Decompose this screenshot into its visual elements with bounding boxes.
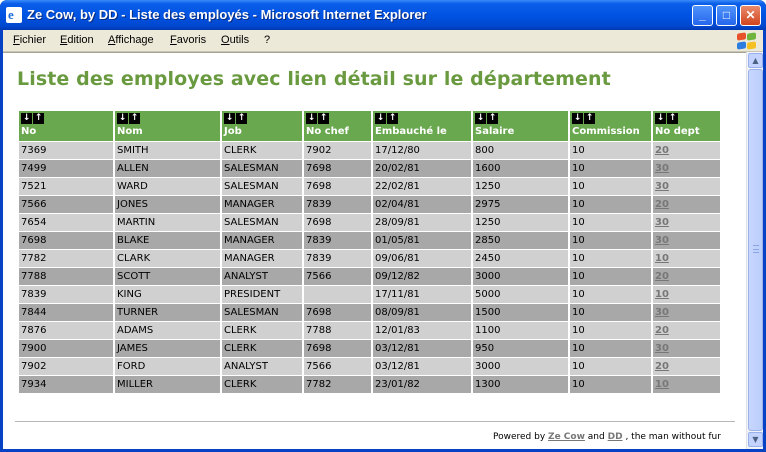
table-cell: ANALYST bbox=[222, 267, 302, 285]
sort-controls bbox=[21, 112, 111, 124]
table-cell: 10 bbox=[570, 303, 651, 321]
column-label: No dept bbox=[655, 126, 700, 137]
sort-desc-icon[interactable]: ↓ bbox=[118, 113, 127, 123]
table-cell: 10 bbox=[570, 141, 651, 159]
table-cell: 1100 bbox=[473, 321, 568, 339]
table-cell: TURNER bbox=[115, 303, 220, 321]
sort-asc-icon[interactable]: ↑ bbox=[319, 113, 328, 123]
column-header bbox=[473, 111, 568, 141]
table-cell: KING bbox=[115, 285, 220, 303]
table-cell: WARD bbox=[115, 177, 220, 195]
sort-controls bbox=[572, 112, 649, 124]
table-cell: SALESMAN bbox=[222, 159, 302, 177]
dept-link[interactable]: 30 bbox=[655, 307, 669, 318]
table-cell: 10 bbox=[570, 339, 651, 357]
table-row bbox=[19, 213, 720, 231]
table-cell: 10 bbox=[570, 231, 651, 249]
table-cell bbox=[653, 231, 720, 249]
table-cell: 3000 bbox=[473, 267, 568, 285]
table-cell: 22/02/81 bbox=[373, 177, 471, 195]
dept-link[interactable]: 20 bbox=[655, 361, 669, 372]
table-cell: 7566 bbox=[19, 195, 113, 213]
column-header bbox=[304, 111, 371, 141]
column-header bbox=[653, 111, 720, 141]
table-cell: BLAKE bbox=[115, 231, 220, 249]
table-cell: 7902 bbox=[19, 357, 113, 375]
table-cell: SALESMAN bbox=[222, 303, 302, 321]
footer-prefix: Powered by bbox=[493, 432, 546, 442]
table-row bbox=[19, 231, 720, 249]
table-cell: MANAGER bbox=[222, 195, 302, 213]
sort-controls bbox=[224, 112, 300, 124]
table-cell bbox=[653, 303, 720, 321]
title-bar[interactable] bbox=[0, 0, 766, 30]
close-button[interactable]: ✕ bbox=[740, 5, 761, 26]
table-cell: ALLEN bbox=[115, 159, 220, 177]
table-cell: 7839 bbox=[304, 231, 371, 249]
sort-controls bbox=[655, 112, 718, 124]
table-cell bbox=[653, 339, 720, 357]
table-cell: 1600 bbox=[473, 159, 568, 177]
table-cell bbox=[653, 357, 720, 375]
table-cell: CLERK bbox=[222, 375, 302, 393]
table-cell: 10 bbox=[570, 177, 651, 195]
window-title: Ze Cow, by DD - Liste des employés - Microsoft Internet Explorer bbox=[27, 7, 427, 22]
footer-middle: and bbox=[587, 432, 605, 442]
table-cell: 2850 bbox=[473, 231, 568, 249]
table-cell: 7900 bbox=[19, 339, 113, 357]
table-cell: 7499 bbox=[19, 159, 113, 177]
maximize-button[interactable]: □ bbox=[716, 5, 737, 26]
table-body bbox=[19, 141, 720, 393]
table-cell: PRESIDENT bbox=[222, 285, 302, 303]
scrollbar-thumb[interactable] bbox=[748, 69, 763, 431]
table-cell bbox=[653, 213, 720, 231]
table-row bbox=[19, 267, 720, 285]
table-cell bbox=[653, 375, 720, 393]
sort-desc-icon[interactable]: ↓ bbox=[656, 113, 665, 123]
table-cell: 7566 bbox=[304, 357, 371, 375]
dept-link[interactable]: 20 bbox=[655, 325, 669, 336]
menu-favoris[interactable]: Favoris bbox=[170, 34, 207, 46]
table-cell: 10 bbox=[570, 195, 651, 213]
table-row bbox=[19, 303, 720, 321]
column-label: No chef bbox=[306, 126, 349, 137]
sort-asc-icon[interactable]: ↑ bbox=[130, 113, 139, 123]
grip-icon bbox=[753, 245, 759, 253]
table-cell: 09/12/82 bbox=[373, 267, 471, 285]
table-cell bbox=[653, 159, 720, 177]
table-cell: FORD bbox=[115, 357, 220, 375]
dept-link[interactable]: 30 bbox=[655, 343, 669, 354]
table-cell: 7698 bbox=[19, 231, 113, 249]
menu-fichier[interactable]: Fichier bbox=[13, 34, 47, 46]
sort-controls bbox=[117, 112, 218, 124]
table-cell bbox=[653, 195, 720, 213]
menu-help[interactable]: ? bbox=[264, 34, 271, 46]
column-label: Salaire bbox=[475, 126, 515, 137]
footer-link-dd[interactable]: DD bbox=[607, 432, 623, 442]
page-title: Liste des employes avec lien détail sur le département bbox=[17, 68, 611, 90]
table-cell: SMITH bbox=[115, 141, 220, 159]
vertical-scrollbar[interactable] bbox=[746, 52, 763, 449]
page-viewport bbox=[3, 52, 746, 449]
column-header bbox=[19, 111, 113, 141]
sort-desc-icon[interactable]: ↓ bbox=[476, 113, 485, 123]
table-cell: CLERK bbox=[222, 339, 302, 357]
sort-desc-icon[interactable]: ↓ bbox=[573, 113, 582, 123]
footer-link-zecow[interactable]: Ze Cow bbox=[548, 432, 585, 442]
table-row bbox=[19, 141, 720, 159]
table-cell: 10 bbox=[570, 285, 651, 303]
table-cell: 08/09/81 bbox=[373, 303, 471, 321]
sort-controls bbox=[375, 112, 469, 124]
table-cell: JAMES bbox=[115, 339, 220, 357]
sort-desc-icon[interactable]: ↓ bbox=[307, 113, 316, 123]
footer-suffix: , the man without fur bbox=[625, 432, 721, 442]
employee-table bbox=[17, 111, 722, 393]
dept-link[interactable]: 30 bbox=[655, 163, 669, 174]
table-cell: 7839 bbox=[304, 195, 371, 213]
table-cell: 7698 bbox=[304, 159, 371, 177]
menu-bar bbox=[3, 30, 763, 52]
menu-affichage[interactable]: Affichage bbox=[108, 34, 154, 46]
footer-divider bbox=[15, 421, 735, 422]
sort-desc-icon[interactable]: ↓ bbox=[376, 113, 385, 123]
table-cell: CLERK bbox=[222, 141, 302, 159]
dept-link[interactable]: 30 bbox=[655, 181, 669, 192]
column-label: Job bbox=[224, 126, 242, 137]
table-cell bbox=[653, 249, 720, 267]
table-cell: 950 bbox=[473, 339, 568, 357]
table-cell: 28/09/81 bbox=[373, 213, 471, 231]
table-cell: SALESMAN bbox=[222, 213, 302, 231]
table-cell: 5000 bbox=[473, 285, 568, 303]
table-cell: MILLER bbox=[115, 375, 220, 393]
table-cell: MANAGER bbox=[222, 231, 302, 249]
table-cell: 10 bbox=[570, 321, 651, 339]
table-cell: 7698 bbox=[304, 303, 371, 321]
table-cell: 01/05/81 bbox=[373, 231, 471, 249]
table-cell: 7782 bbox=[19, 249, 113, 267]
table-cell: 7369 bbox=[19, 141, 113, 159]
table-cell: 1250 bbox=[473, 177, 568, 195]
table-cell: SALESMAN bbox=[222, 177, 302, 195]
table-cell bbox=[653, 141, 720, 159]
table-cell: 17/11/81 bbox=[373, 285, 471, 303]
table-cell: 7782 bbox=[304, 375, 371, 393]
column-label: Embauché le bbox=[375, 126, 447, 137]
table-cell: 7844 bbox=[19, 303, 113, 321]
dept-link[interactable]: 20 bbox=[655, 199, 669, 210]
dept-link[interactable]: 10 bbox=[655, 253, 669, 264]
table-cell: MARTIN bbox=[115, 213, 220, 231]
table-row bbox=[19, 159, 720, 177]
table-cell: 10 bbox=[570, 159, 651, 177]
table-cell: 03/12/81 bbox=[373, 357, 471, 375]
table-cell: SCOTT bbox=[115, 267, 220, 285]
sort-desc-icon[interactable]: ↓ bbox=[22, 113, 31, 123]
table-row bbox=[19, 177, 720, 195]
table-row bbox=[19, 375, 720, 393]
table-cell: 1250 bbox=[473, 213, 568, 231]
table-cell: 10 bbox=[570, 267, 651, 285]
table-cell: 7521 bbox=[19, 177, 113, 195]
table-cell bbox=[653, 285, 720, 303]
table-cell: 7839 bbox=[304, 249, 371, 267]
table-row bbox=[19, 339, 720, 357]
table-cell: 7876 bbox=[19, 321, 113, 339]
dept-link[interactable]: 20 bbox=[655, 271, 669, 282]
dept-link[interactable]: 30 bbox=[655, 235, 669, 246]
table-cell: 20/02/81 bbox=[373, 159, 471, 177]
table-cell: 1300 bbox=[473, 375, 568, 393]
dept-link[interactable]: 30 bbox=[655, 217, 669, 228]
table-cell: 7698 bbox=[304, 213, 371, 231]
sort-asc-icon[interactable]: ↑ bbox=[488, 113, 497, 123]
table-cell: 7654 bbox=[19, 213, 113, 231]
ie-page-icon: e bbox=[6, 7, 22, 23]
menu-edition[interactable]: Edition bbox=[60, 34, 94, 46]
dept-link[interactable]: 10 bbox=[655, 379, 669, 390]
table-cell: 02/04/81 bbox=[373, 195, 471, 213]
footer bbox=[493, 432, 721, 442]
table-cell: 7788 bbox=[304, 321, 371, 339]
table-cell: 7698 bbox=[304, 339, 371, 357]
table-header-row bbox=[19, 111, 720, 141]
sort-controls bbox=[475, 112, 566, 124]
table-row bbox=[19, 195, 720, 213]
table-cell bbox=[653, 321, 720, 339]
scroll-down-icon[interactable]: ▼ bbox=[748, 432, 763, 447]
table-cell: 1500 bbox=[473, 303, 568, 321]
table-cell: 7698 bbox=[304, 177, 371, 195]
table-cell: 800 bbox=[473, 141, 568, 159]
table-cell: 3000 bbox=[473, 357, 568, 375]
menu-outils[interactable]: Outils bbox=[221, 34, 250, 46]
sort-asc-icon[interactable]: ↑ bbox=[585, 113, 594, 123]
column-header bbox=[373, 111, 471, 141]
sort-asc-icon[interactable]: ↑ bbox=[668, 113, 677, 123]
table-cell: 7902 bbox=[304, 141, 371, 159]
table-cell: 2975 bbox=[473, 195, 568, 213]
table-cell: JONES bbox=[115, 195, 220, 213]
table-cell: CLERK bbox=[222, 321, 302, 339]
sort-desc-icon[interactable]: ↓ bbox=[225, 113, 234, 123]
table-cell: 7566 bbox=[304, 267, 371, 285]
table-cell: 10 bbox=[570, 357, 651, 375]
sort-controls bbox=[306, 112, 369, 124]
table-cell: 10 bbox=[570, 249, 651, 267]
column-header bbox=[570, 111, 651, 141]
table-cell: 2450 bbox=[473, 249, 568, 267]
sort-asc-icon[interactable]: ↑ bbox=[237, 113, 246, 123]
sort-asc-icon[interactable]: ↑ bbox=[34, 113, 43, 123]
table-cell bbox=[304, 285, 371, 303]
dept-link[interactable]: 20 bbox=[655, 145, 669, 156]
table-cell: ANALYST bbox=[222, 357, 302, 375]
table-cell: ADAMS bbox=[115, 321, 220, 339]
table-cell bbox=[653, 177, 720, 195]
table-cell: CLARK bbox=[115, 249, 220, 267]
column-label: No bbox=[21, 126, 37, 137]
table-row bbox=[19, 357, 720, 375]
column-header bbox=[222, 111, 302, 141]
windows-logo-icon bbox=[735, 32, 757, 50]
minimize-button[interactable]: _ bbox=[692, 5, 713, 26]
column-label: Nom bbox=[117, 126, 143, 137]
table-cell: 23/01/82 bbox=[373, 375, 471, 393]
table-cell: 7788 bbox=[19, 267, 113, 285]
scroll-up-icon[interactable]: ▲ bbox=[748, 53, 763, 68]
table-row bbox=[19, 249, 720, 267]
table-cell: 10 bbox=[570, 213, 651, 231]
table-cell: 17/12/80 bbox=[373, 141, 471, 159]
column-header bbox=[115, 111, 220, 141]
table-cell: 09/06/81 bbox=[373, 249, 471, 267]
table-row bbox=[19, 321, 720, 339]
sort-asc-icon[interactable]: ↑ bbox=[388, 113, 397, 123]
table-cell: 03/12/81 bbox=[373, 339, 471, 357]
table-cell bbox=[653, 267, 720, 285]
table-cell: 7839 bbox=[19, 285, 113, 303]
dept-link[interactable]: 10 bbox=[655, 289, 669, 300]
table-cell: 12/01/83 bbox=[373, 321, 471, 339]
table-row bbox=[19, 285, 720, 303]
table-cell: 10 bbox=[570, 375, 651, 393]
column-label: Commission bbox=[572, 126, 640, 137]
table-cell: MANAGER bbox=[222, 249, 302, 267]
table-cell: 7934 bbox=[19, 375, 113, 393]
